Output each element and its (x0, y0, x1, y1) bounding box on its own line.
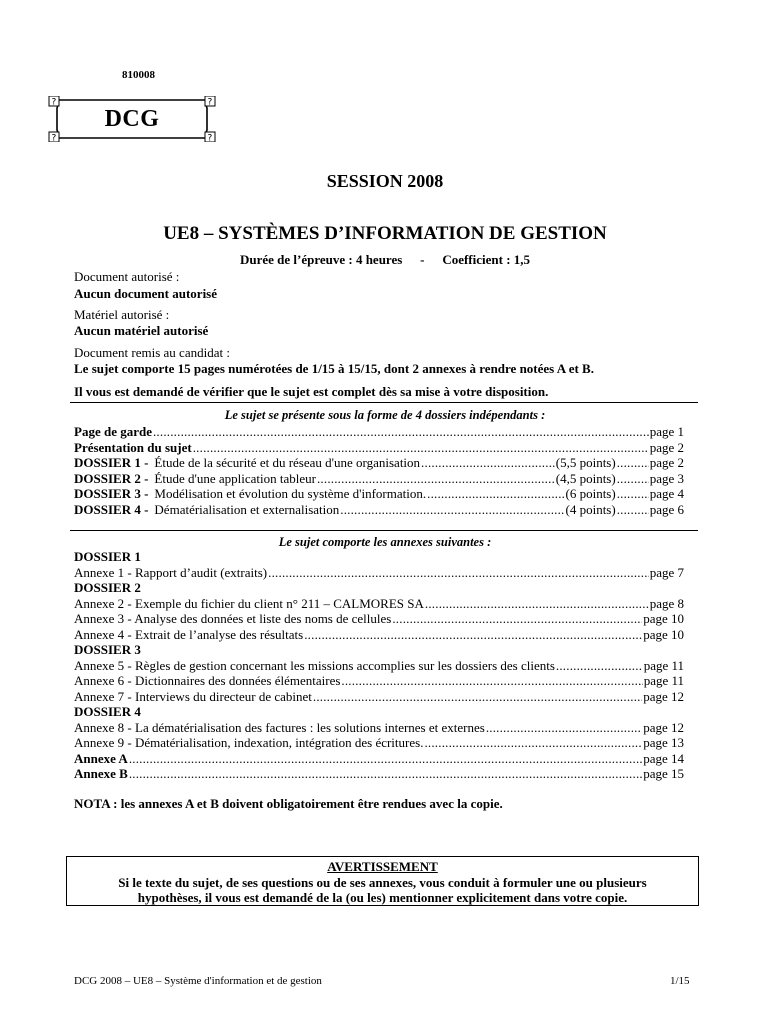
annex-row: Annexe B ..... page 15 (74, 766, 684, 782)
divider (70, 530, 698, 531)
toc-points: (6 points) (565, 486, 616, 501)
dossier-heading: DOSSIER 1 (74, 549, 141, 564)
toc-label: Présentation du sujet (74, 439, 192, 455)
toc-page: page 3 (649, 470, 684, 486)
toc-label: Page de garde (74, 424, 152, 439)
coefficient: Coefficient : 1,5 (442, 252, 531, 267)
svg-text:?: ? (207, 133, 213, 142)
dossier-heading: DOSSIER 3 (74, 642, 141, 657)
duration-line (0, 252, 770, 268)
toc-label: DOSSIER 2 - (74, 470, 149, 486)
toc-label: DOSSIER 4 - (74, 501, 149, 517)
handed-value: Le sujet comporte 15 pages numérotées de 1/15 à 15/15, dont 2 annexes à rendre notées A et B. (74, 361, 594, 376)
svg-text:?: ? (51, 133, 57, 142)
footer-title: DCG 2008 – UE8 – Système d'information et de gestion (74, 975, 322, 987)
duration: Durée de l’épreuve : 4 heures (239, 252, 403, 267)
divider (70, 402, 698, 403)
annex-row: Annexe 3 - Analyse des données et liste des noms de cellules ..... page 10 (74, 611, 684, 627)
toc-page: page 1 (649, 424, 684, 439)
handed-label: Document remis au candidat : (74, 345, 230, 360)
toc-row (74, 455, 684, 471)
annex-row: Annexe 6 - Dictionnaires des données élémentaires ..... page 11 (74, 673, 684, 689)
dossier-heading: DOSSIER 2 (74, 580, 141, 595)
verify-notice: Il vous est demandé de vérifier que le sujet est complet dès sa mise à votre disposition. (74, 384, 549, 399)
toc-label: DOSSIER 1 - (74, 455, 149, 470)
document-label: Document autorisé : (74, 269, 180, 284)
material-label: Matériel autorisé : (74, 307, 170, 322)
toc-label: DOSSIER 3 - (74, 486, 149, 501)
toc-points: (4 points) (565, 501, 616, 517)
annex-row: Annexe 4 - Extrait de l’analyse des résultats ..... page 10 (74, 627, 684, 643)
dcg-badge (47, 96, 217, 142)
material-value: Aucun matériel autorisé (74, 323, 209, 338)
warning-line: Si le texte du sujet, de ses questions ou de ses annexes, vous conduit à formuler une ou plusieurs (118, 874, 647, 890)
dossier-heading: DOSSIER 4 (74, 704, 141, 719)
toc-page: page 6 (649, 501, 684, 517)
annex-row: Annexe A ..... page 14 (74, 751, 684, 767)
table-of-contents (74, 424, 684, 517)
exam-code: 810008 (122, 69, 155, 81)
warning-title: AVERTISSEMENT (327, 859, 438, 874)
toc-row (74, 471, 684, 487)
exam-title: UE8 – SYSTÈMES D’INFORMATION DE GESTION (163, 223, 607, 244)
toc-page: page 2 (649, 455, 684, 470)
nota: NOTA : les annexes A et B doivent obligatoirement être rendues avec la copie. (74, 796, 503, 811)
warning-box (66, 856, 699, 906)
annex-row: Annexe 7 - Interviews du directeur de cabinet ..... page 12 (74, 689, 684, 705)
toc-title: Étude de la sécurité et du réseau d'une organisation (154, 455, 421, 470)
annexes-heading: Le sujet comporte les annexes suivantes : (278, 535, 492, 549)
toc-title: Étude d'une application tableur (154, 470, 316, 486)
annex-row: Annexe 9 - Dématérialisation, indexation, intégration des écritures. ..... page 13 (74, 735, 684, 751)
toc-points: (5,5 points) (555, 455, 616, 470)
toc-page: page 4 (649, 486, 684, 501)
toc-row (74, 424, 684, 440)
annexes-list (74, 549, 684, 782)
annex-row: Annexe 5 - Règles de gestion concernant les missions accomplies sur les dossiers des clients ..... page 11 (74, 658, 684, 674)
toc-row (74, 486, 684, 502)
toc-title: Dématérialisation et externalisation (154, 501, 340, 517)
document-value: Aucun document autorisé (74, 286, 218, 301)
warning-line: hypothèses, il vous est demandé de la (ou les) mentionner explicitement dans votre copie. (137, 890, 628, 905)
toc-page: page 2 (649, 439, 684, 455)
toc-row (74, 502, 684, 518)
annex-row: Annexe 2 - Exemple du fichier du client n° 211 – CALMORES SA ..... page 8 (74, 596, 684, 612)
svg-text:?: ? (207, 97, 213, 108)
toc-points: (4,5 points) (555, 470, 616, 486)
annex-row: Annexe 1 - Rapport d’audit (extraits) ..... page 7 (74, 565, 684, 581)
svg-text:?: ? (51, 97, 57, 108)
toc-row (74, 440, 684, 456)
page-number: 1/15 (670, 975, 690, 987)
toc-title: Modélisation et évolution du système d'information. (154, 486, 427, 501)
dossiers-heading: Le sujet se présente sous la forme de 4 dossiers indépendants : (224, 408, 546, 422)
badge-label: DCG (104, 105, 160, 132)
duration-separator: - (420, 252, 425, 267)
session-title: SESSION 2008 (326, 171, 444, 191)
annex-row: Annexe 8 - La dématérialisation des factures : les solutions internes et externes ..... page 12 (74, 720, 684, 736)
